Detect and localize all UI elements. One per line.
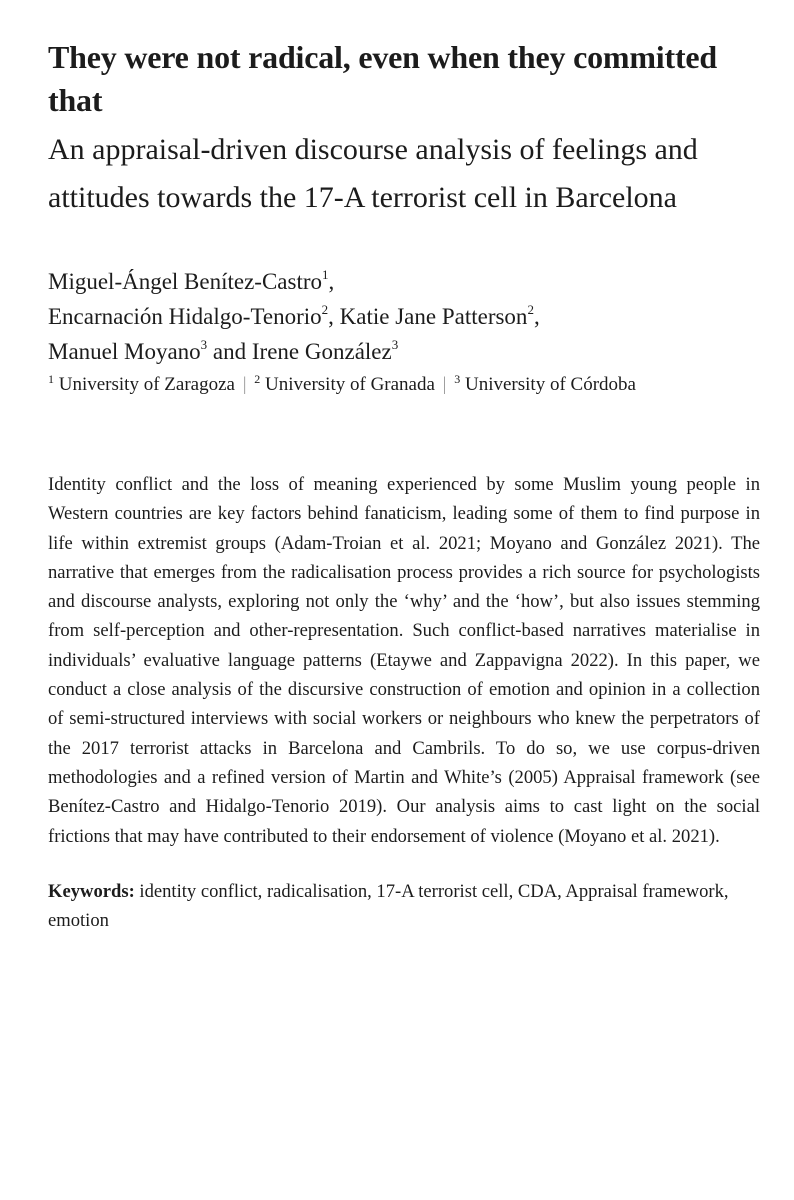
affiliation-mark: 1: [48, 372, 54, 386]
affiliation-divider: |: [442, 374, 447, 395]
author-affiliation-mark: 2: [527, 302, 534, 317]
affiliation-name: University of Córdoba: [464, 374, 636, 395]
author-name: Irene González: [251, 339, 392, 364]
affiliation-mark: 2: [254, 372, 261, 386]
keywords-label: Keywords:: [48, 880, 135, 902]
author-line: [48, 264, 768, 299]
keywords: [48, 877, 748, 936]
author-line: [48, 299, 768, 334]
author-separator: ,: [328, 269, 335, 294]
article-title: They were not radical, even when they committed that: [48, 39, 718, 118]
author-line: [48, 334, 768, 369]
affiliation-divider: |: [242, 374, 247, 395]
affiliation-name: University of Granada: [265, 374, 435, 395]
author-name: Katie Jane Patterson: [339, 304, 528, 329]
article-subtitle: An appraisal-driven discourse analysis of feelings and attitudes towards the 17-A terrorist cell in Barcelona: [48, 133, 698, 214]
author-name: Miguel-Ángel Benítez-Castro: [48, 269, 323, 294]
author-separator: ,: [328, 304, 334, 329]
author-affiliation-mark: 2: [321, 302, 329, 317]
author-name: Manuel Moyano: [48, 339, 201, 364]
author-separator: ,: [533, 304, 540, 329]
affiliation-list: [48, 370, 728, 400]
author-name: Encarnación Hidalgo-Tenorio: [48, 304, 322, 329]
keywords-list: identity conflict, radicalisation, 17-A terrorist cell, CDA, Appraisal framework, emotion: [48, 880, 729, 932]
author-affiliation-mark: 1: [322, 267, 329, 282]
affiliation-name: University of Zaragoza: [58, 374, 235, 395]
author-affiliation-mark: 3: [391, 337, 399, 352]
author-list: [48, 264, 768, 369]
affiliation-mark: 3: [454, 372, 461, 386]
article-front-matter: [48, 36, 768, 954]
author-separator: and: [207, 339, 247, 364]
author-affiliation-mark: 3: [200, 337, 208, 352]
abstract-text: Identity conflict and the loss of meaning experienced by some Muslim young people in Western countries are key factors behind fanaticism, leading some of them to find purpose in life within extremist groups (Adam-Troian et al. 2021; Moyano and González 2021). The narrative that emerges from the radicalisation process provides a rich source for psychologists and discourse analysts, exploring not only the ‘why’ and the ‘how’, but also issues stemming from self-perception and other-representation. Such conflict-based narratives materialise in individuals’ evaluative language patterns (Etaywe and Zappavigna 2022). In this paper, we conduct a close analysis of the discursive construction of emotion and opinion in a collection of semi-structured interviews with social workers or neighbours who knew the perpetrators of the 2017 terrorist attacks in Barcelona and Cambrils. To do so, we use corpus-driven methodologies and a refined version of Martin and White’s (2005) Appraisal framework (see Benítez-Castro and Hidalgo-Tenorio 2019). Our analysis aims to cast light on the social frictions that may have contributed to their endorsement of violence (Moyano et al. 2021).: [48, 474, 760, 847]
